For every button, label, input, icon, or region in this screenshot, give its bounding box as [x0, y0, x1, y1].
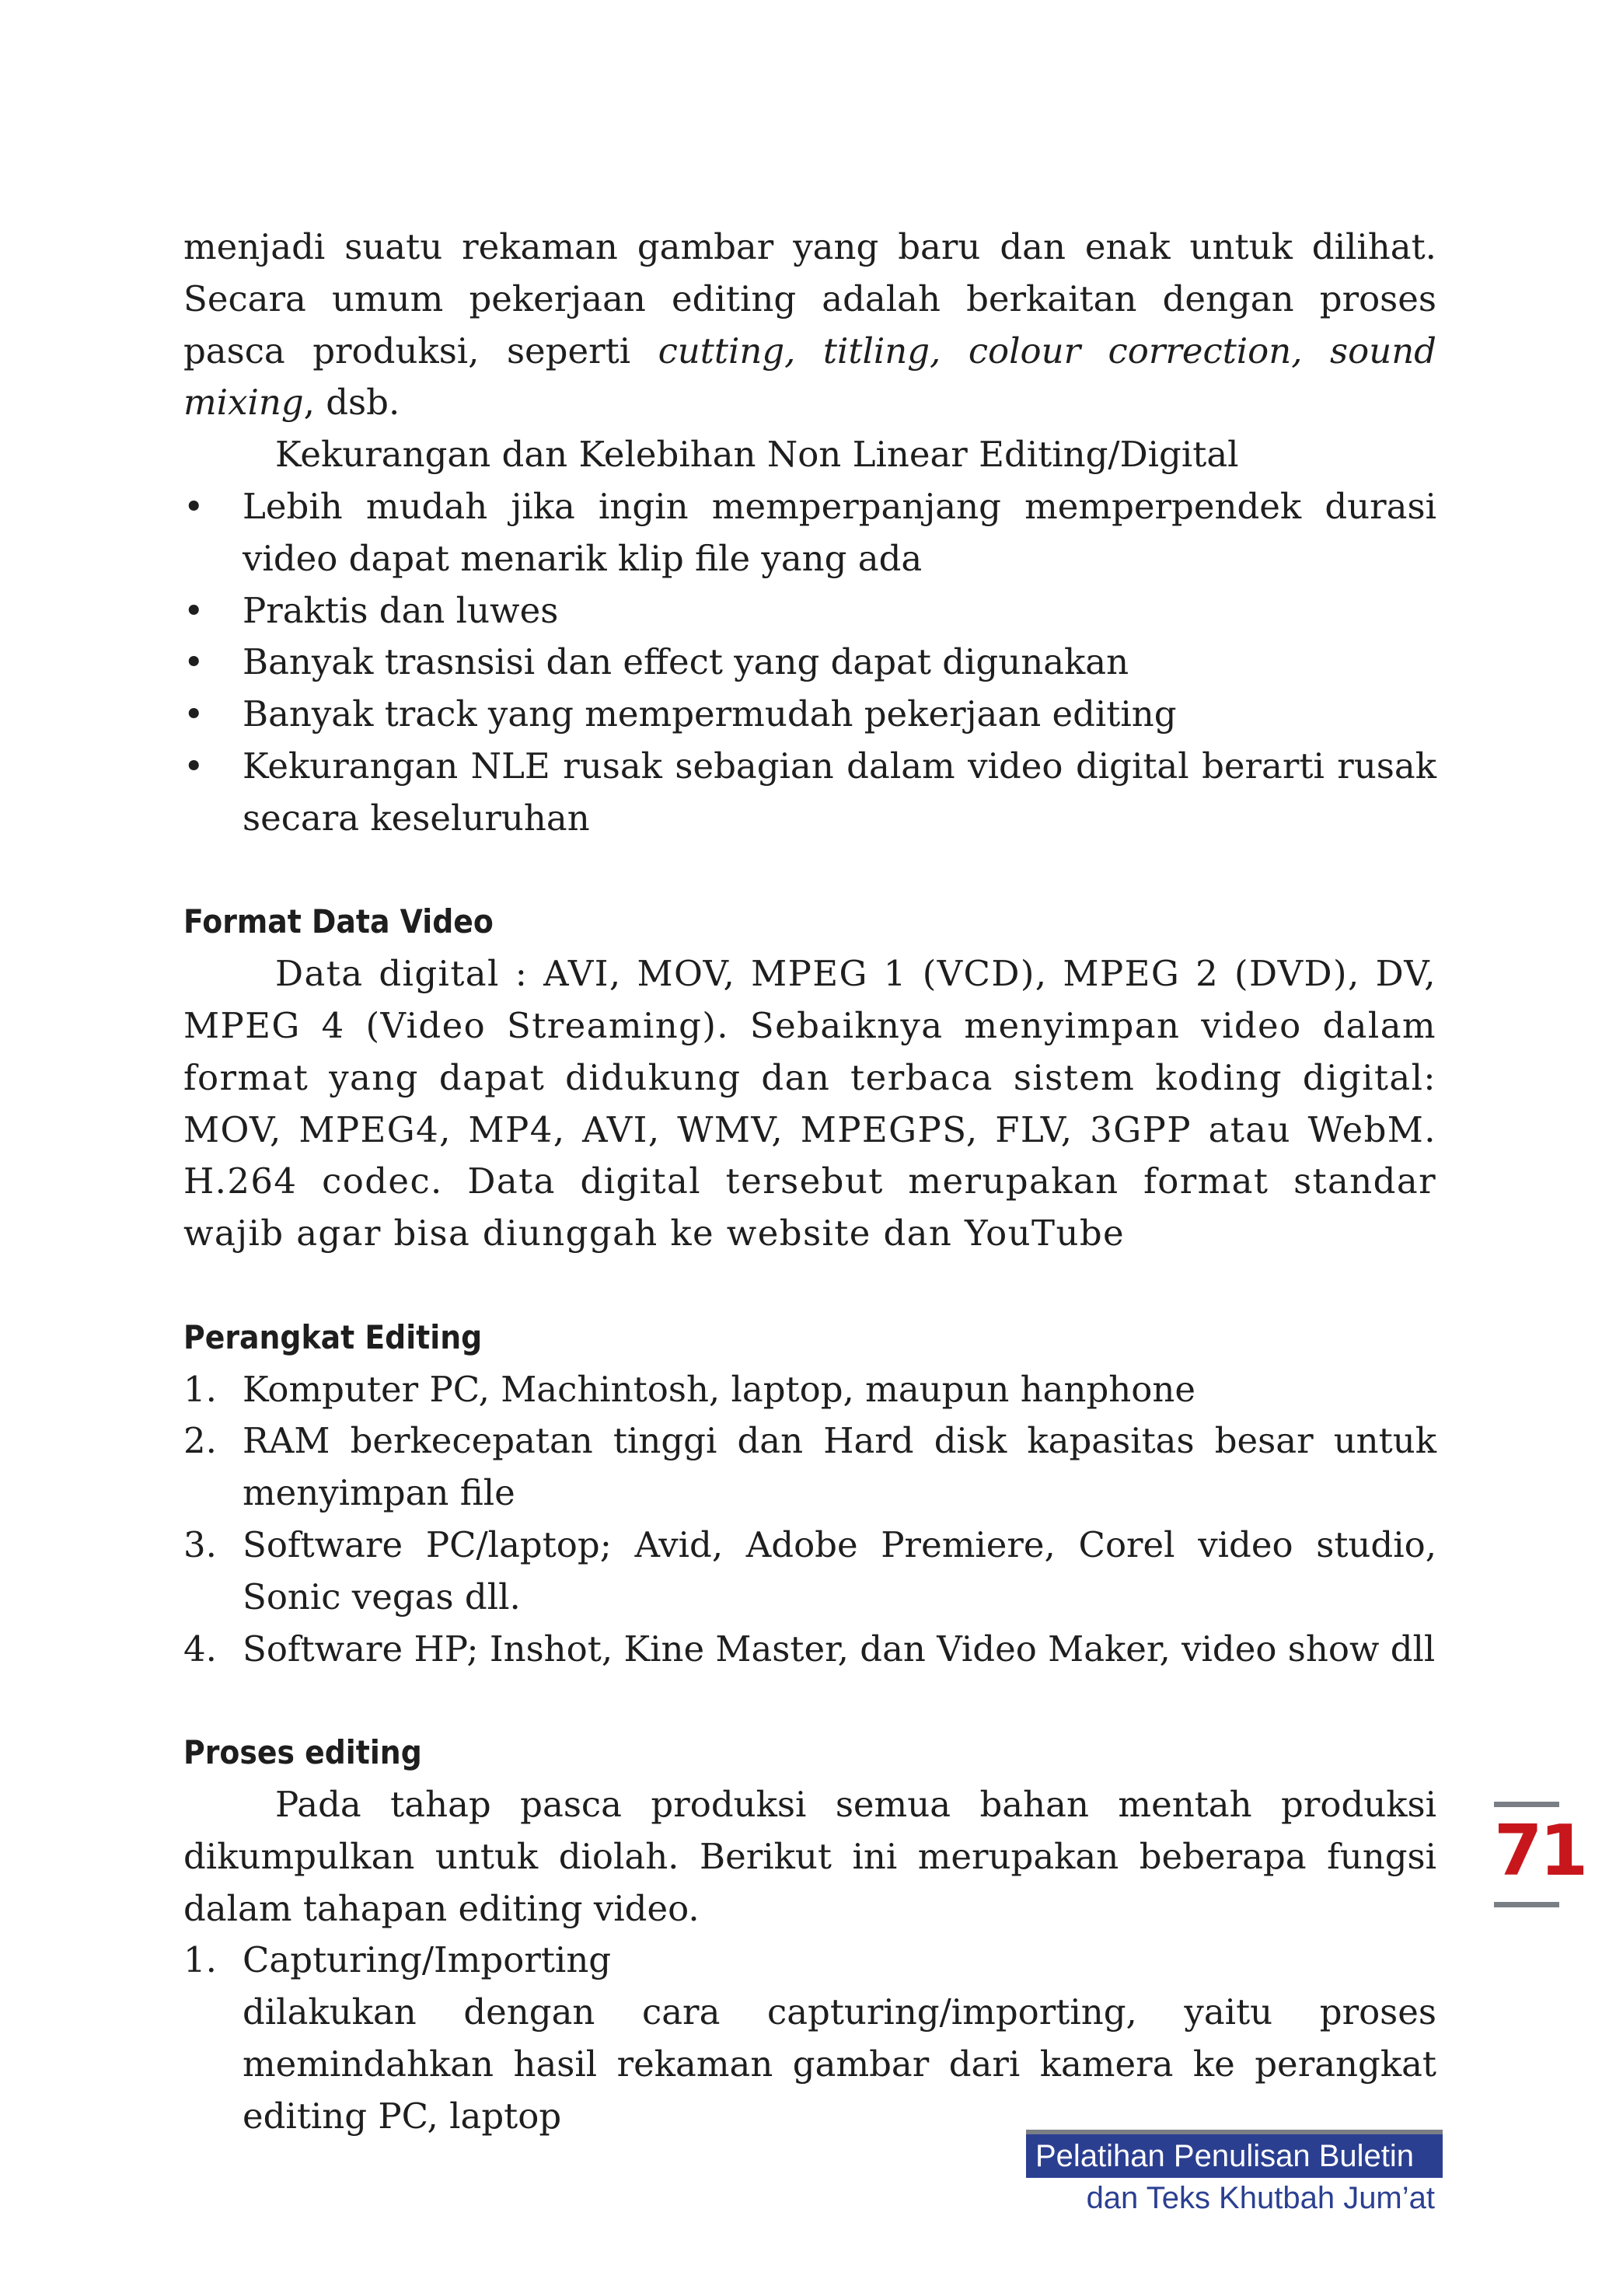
page-number [1494, 1802, 1586, 1907]
list-item: • Kekurangan NLE rusak sebagian dalam video digital berarti rusak secara keseluruhan [183, 741, 1436, 845]
list-item: • Banyak trasnsisi dan effect yang dapat digunakan [183, 637, 1436, 689]
list-item: • Lebih mudah jika ingin memperpanjang memperpendek durasi video dapat menarik klip file yang ada [183, 481, 1436, 585]
list-item: 1. Komputer PC, Machintosh, laptop, maupun hanphone [183, 1368, 1195, 1410]
intro-text: menjadi suatu rekaman gambar yang baru dan enak untuk dilihat. Secara umum pekerjaan editing adalah berkaitan dengan proses pasca produksi, seperti [183, 226, 1436, 372]
device-heading: Perangkat Editing [183, 1317, 483, 1356]
list-item: 4. Software HP; Inshot, Kine Master, dan Video Maker, video show dll [183, 1628, 1436, 1670]
bullet-icon: • [183, 745, 204, 787]
bullet-icon: • [183, 589, 204, 631]
main-content [183, 222, 1436, 2142]
intro-paragraph [183, 222, 1436, 429]
page-number-rule-bottom [1494, 1902, 1559, 1907]
bullet-icon: • [183, 641, 204, 683]
intro-text-end: , dsb. [303, 382, 400, 424]
page-number-text: 71 [1494, 1810, 1586, 1892]
list-item: 2. RAM berkecepatan tinggi dan Hard disk kapasitas besar untuk menyimpan file [183, 1420, 1436, 1514]
bullet-icon: • [183, 693, 204, 735]
format-heading: Format Data Video [183, 902, 494, 941]
intro-italic-terms: cutting, titling, colour correction, sound mixing [183, 330, 1436, 424]
list-item: 3. Software PC/laptop; Avid, Adobe Premiere, Corel video studio, Sonic vegas dll. [183, 1523, 1436, 1617]
nle-subtitle: Kekurangan dan Kelebihan Non Linear Editing/Digital [275, 434, 1239, 476]
device-list [183, 1364, 1436, 1676]
process-heading: Proses editing [183, 1733, 422, 1772]
page-number-rule-top [1494, 1802, 1559, 1807]
bullet-icon: • [183, 485, 204, 527]
footer-banner [1026, 2130, 1443, 2218]
process-step-1-text: dilakukan dengan cara capturing/importing, yaitu proses memindahkan hasil rekaman gambar dari kamera ke perangkat editing PC, laptop [243, 1991, 1436, 2137]
process-paragraph: Pada tahap pasca produksi semua bahan mentah produksi dikumpulkan untuk diolah. Berikut ini merupakan beberapa fungsi dalam tahapan editing video. [183, 1783, 1436, 1929]
footer-title: Pelatihan Penulisan Buletin [1026, 2134, 1443, 2178]
format-paragraph: Data digital : AVI, MOV, MPEG 1 (VCD), MPEG 2 (DVD), DV, MPEG 4 (Video Streaming). Sebaiknya menyimpan video dalam format yang dapat didukung dan terbaca sistem koding digital: MOV, MPEG4, MP4, AVI, WMV, MPEGPS, FLV, 3GPP atau WebM. H.264 codec. Data digital tersebut merupakan format standar wajib agar bisa diunggah ke website dan YouTube [183, 953, 1436, 1254]
list-item: • Praktis dan luwes [183, 585, 1436, 637]
footer-subtitle: dan Teks Khutbah Jum’at [1086, 2181, 1435, 2215]
nle-bullet-list [183, 481, 1436, 845]
list-item: • Banyak track yang mempermudah pekerjaan editing [183, 689, 1436, 741]
process-step-1: 1. Capturing/Importing [183, 1939, 612, 1981]
